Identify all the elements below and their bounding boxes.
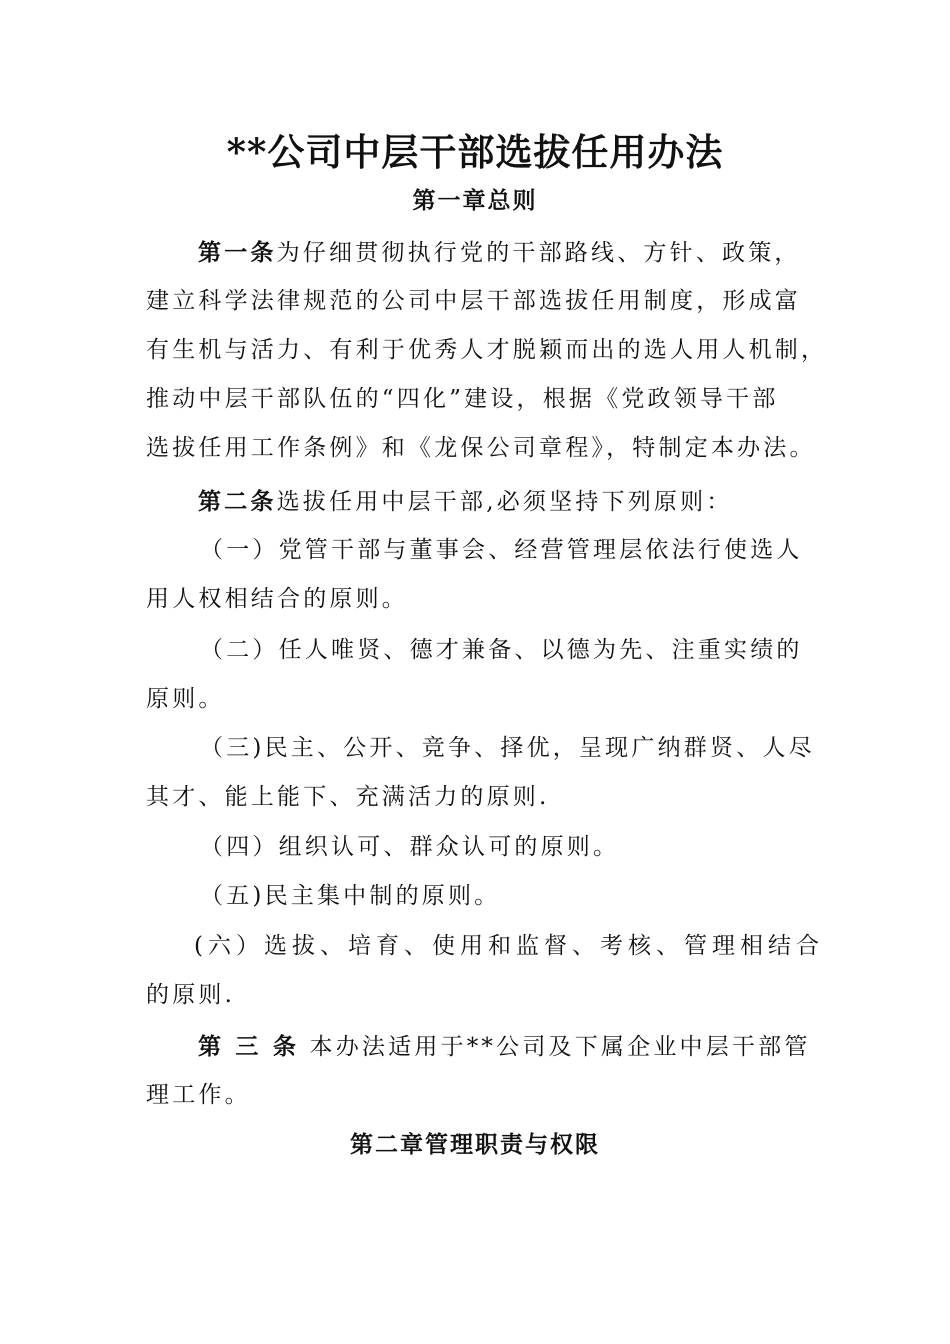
principle-3-line-2: 其才、能上能下、充满活力的原则.	[146, 784, 550, 810]
article-3	[146, 1022, 811, 1120]
article-3-line-1: 本办法适用于**公司及下属企业中层干部管	[309, 1034, 811, 1060]
article-3-lead: 第 三 条	[198, 1033, 300, 1060]
article-2	[146, 477, 806, 526]
article-1-line-2: 建立科学法律规范的公司中层干部选拔任用制度，形成富	[146, 288, 801, 314]
chapter-2-heading: 第二章管理职责与权限	[350, 1131, 600, 1158]
principle-2	[146, 626, 806, 724]
principle-2-line-2: 原则。	[146, 686, 225, 712]
principle-5	[146, 872, 806, 921]
principle-1-line-2: 用人权相结合的原则。	[146, 586, 408, 612]
article-1-line-4: 推动中层干部队伍的“四化”建设，根据《党政领导干部	[146, 386, 779, 412]
article-1-line-3: 有生机与活力、有利于优秀人才脱颖而出的选人用人机制，	[146, 337, 828, 363]
document-title: **公司中层干部选拔任用办法	[226, 130, 724, 174]
principle-4-line-1: （四）组织认可、群众认可的原则。	[200, 834, 620, 860]
principle-4	[146, 823, 806, 872]
article-1	[146, 228, 828, 473]
article-2-lead: 第二条	[198, 488, 277, 515]
principle-5-line-1: （五)民主集中制的原则。	[200, 883, 501, 909]
article-2-text: 选拔任用中层干部,必须坚持下列原则：	[276, 489, 733, 515]
principle-1-line-1: （一）党管干部与董事会、经营管理层依法行使选人	[200, 537, 803, 563]
principle-6	[146, 922, 824, 1020]
chapter-1-heading: 第一章总则	[412, 187, 538, 214]
principle-1	[146, 526, 806, 624]
article-3-line-2: 理工作。	[146, 1082, 251, 1108]
article-1-line-1: 为仔细贯彻执行党的干部路线、方针、政策，	[276, 240, 801, 266]
principle-6-line-2: 的原则.	[146, 982, 236, 1008]
principle-3	[146, 724, 815, 822]
article-1-lead: 第一条	[198, 239, 277, 266]
principle-2-line-1: （二）任人唯贤、德才兼备、以德为先、注重实绩的	[200, 637, 803, 663]
principle-3-line-1: （三)民主、公开、竞争、择优，呈现广纳群贤、人尽	[200, 735, 815, 761]
article-1-line-5: 选拔任用工作条例》和《龙保公司章程》，特制定本办法。	[146, 435, 816, 461]
principle-6-line-1: (六）选拔、培育、使用和监督、考核、管理相结合	[194, 933, 824, 959]
